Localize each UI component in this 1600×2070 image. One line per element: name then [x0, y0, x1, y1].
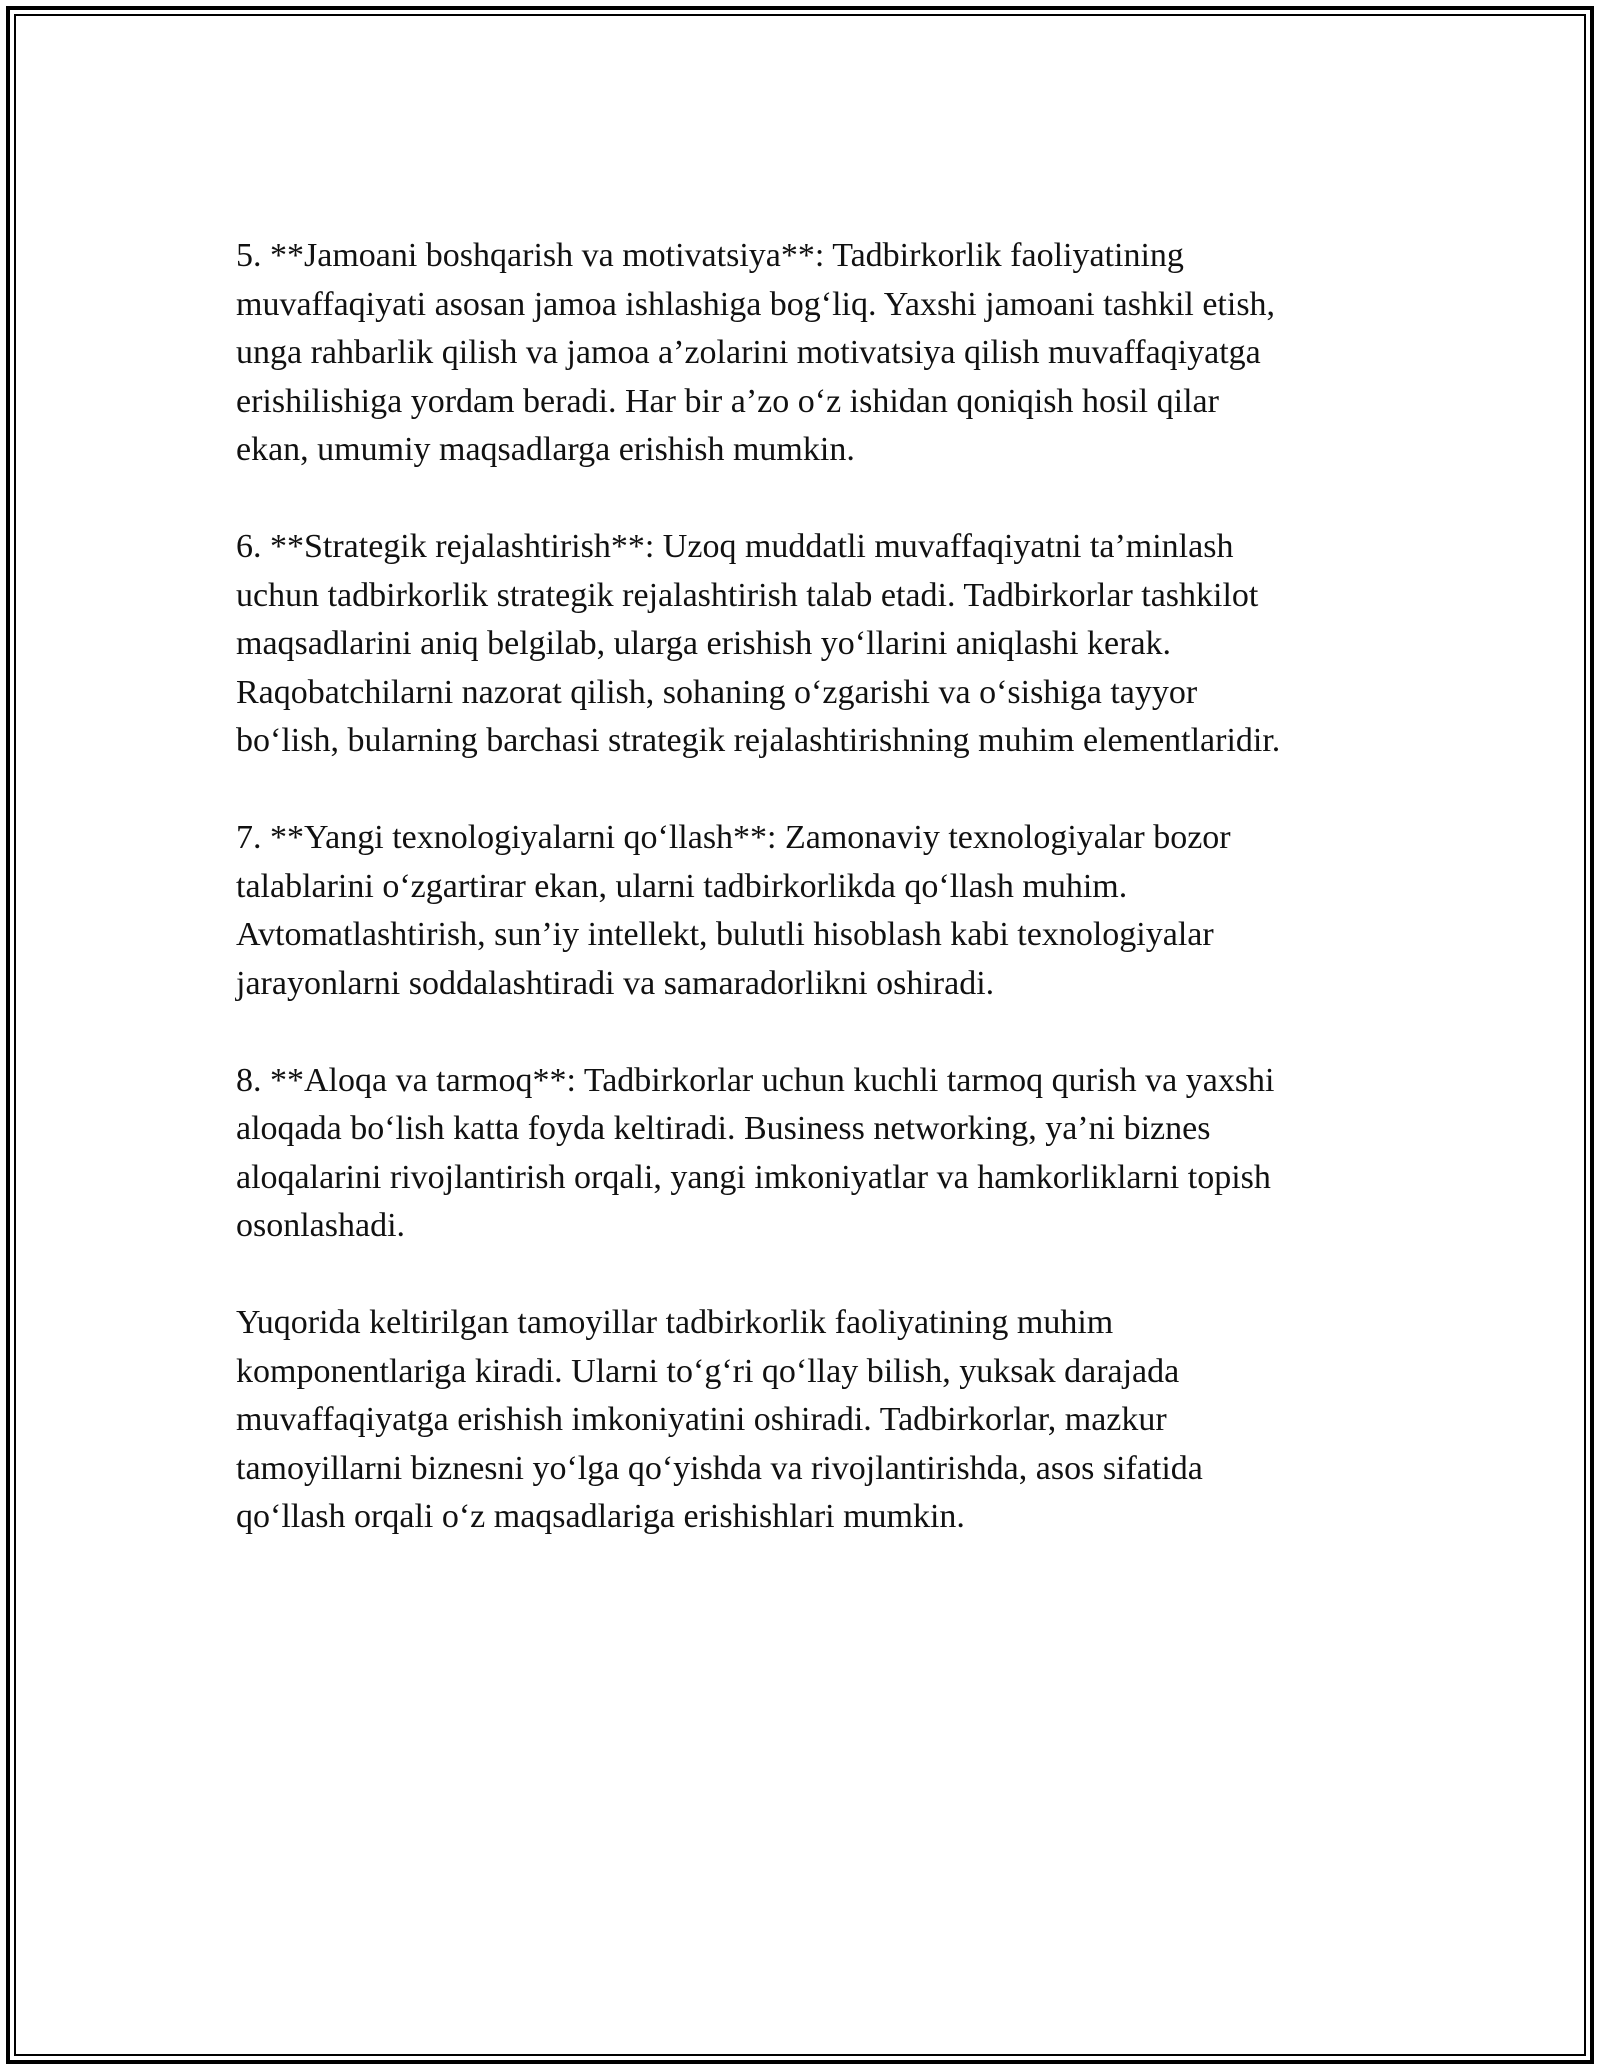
paragraph-conclusion: Yuqorida keltirilgan tamoyillar tadbirkorlik faoliyatining muhim komponentlariga kiradi. Ularni to‘g‘ri qo‘llay bilish, yuksak darajada muvaffaqiyatga erishish imkoniyatini oshiradi. Tadbirkorlar, mazkur tamoyillarni biznesni yo‘lga qo‘yishda va rivojlantirishda, asos sifatida qo‘llash orqali o‘z maqsadlariga erishishlari mumkin. [236, 1304, 1203, 1535]
paragraph-strategic-planning: 6. **Strategik rejalashtirish**: Uzoq muddatli muvaffaqiyatni ta’minlash uchun tadbirkorlik strategik rejalashtirish talab etadi. Tadbirkorlar tashkilot maqsadlarini aniq belgilab, ularga erishish yo‘llarini aniqlashi kerak. Raqobatchilarni nazorat qilish, sohaning o‘zgarishi va o‘sishiga tayyor bo‘lish, bularning barchasi strategik rejalashtirishning muhim elementlaridir. [236, 528, 1281, 759]
paragraph-team-management: 5. **Jamoani boshqarish va motivatsiya**: Tadbirkorlik faoliyatining muvaffaqiyati asosan jamoa ishlashiga bog‘liq. Yaxshi jamoani tashkil etish, unga rahbarlik qilish va jamoa a’zolarini motivatsiya qilish muvaffaqiyatga erishilishiga yordam beradi. Har bir a’zo o‘z ishidan qoniqish hosil qilar ekan, umumiy maqsadlarga erishish mumkin. [236, 237, 1276, 468]
paragraph-networking: 8. **Aloqa va tarmoq**: Tadbirkorlar uchun kuchli tarmoq qurish va yaxshi aloqada bo‘lish katta foyda keltiradi. Business networking, ya’ni biznes aloqalarini rivojlantirish orqali, yangi imkoniyatlar va hamkorliklarni topish osonlashadi. [236, 1061, 1275, 1244]
paragraph-new-technologies: 7. **Yangi texnologiyalarni qo‘llash**: Zamonaviy texnologiyalar bozor talablarini o‘zgartirar ekan, ularni tadbirkorlikda qo‘llash muhim. Avtomatlashtirish, sun’iy intellekt, bulutli hisoblash kabi texnologiyalar jarayonlarni soddalashtiradi va samaradorlikni oshiradi. [236, 819, 1231, 1002]
document-body [236, 232, 1386, 1590]
